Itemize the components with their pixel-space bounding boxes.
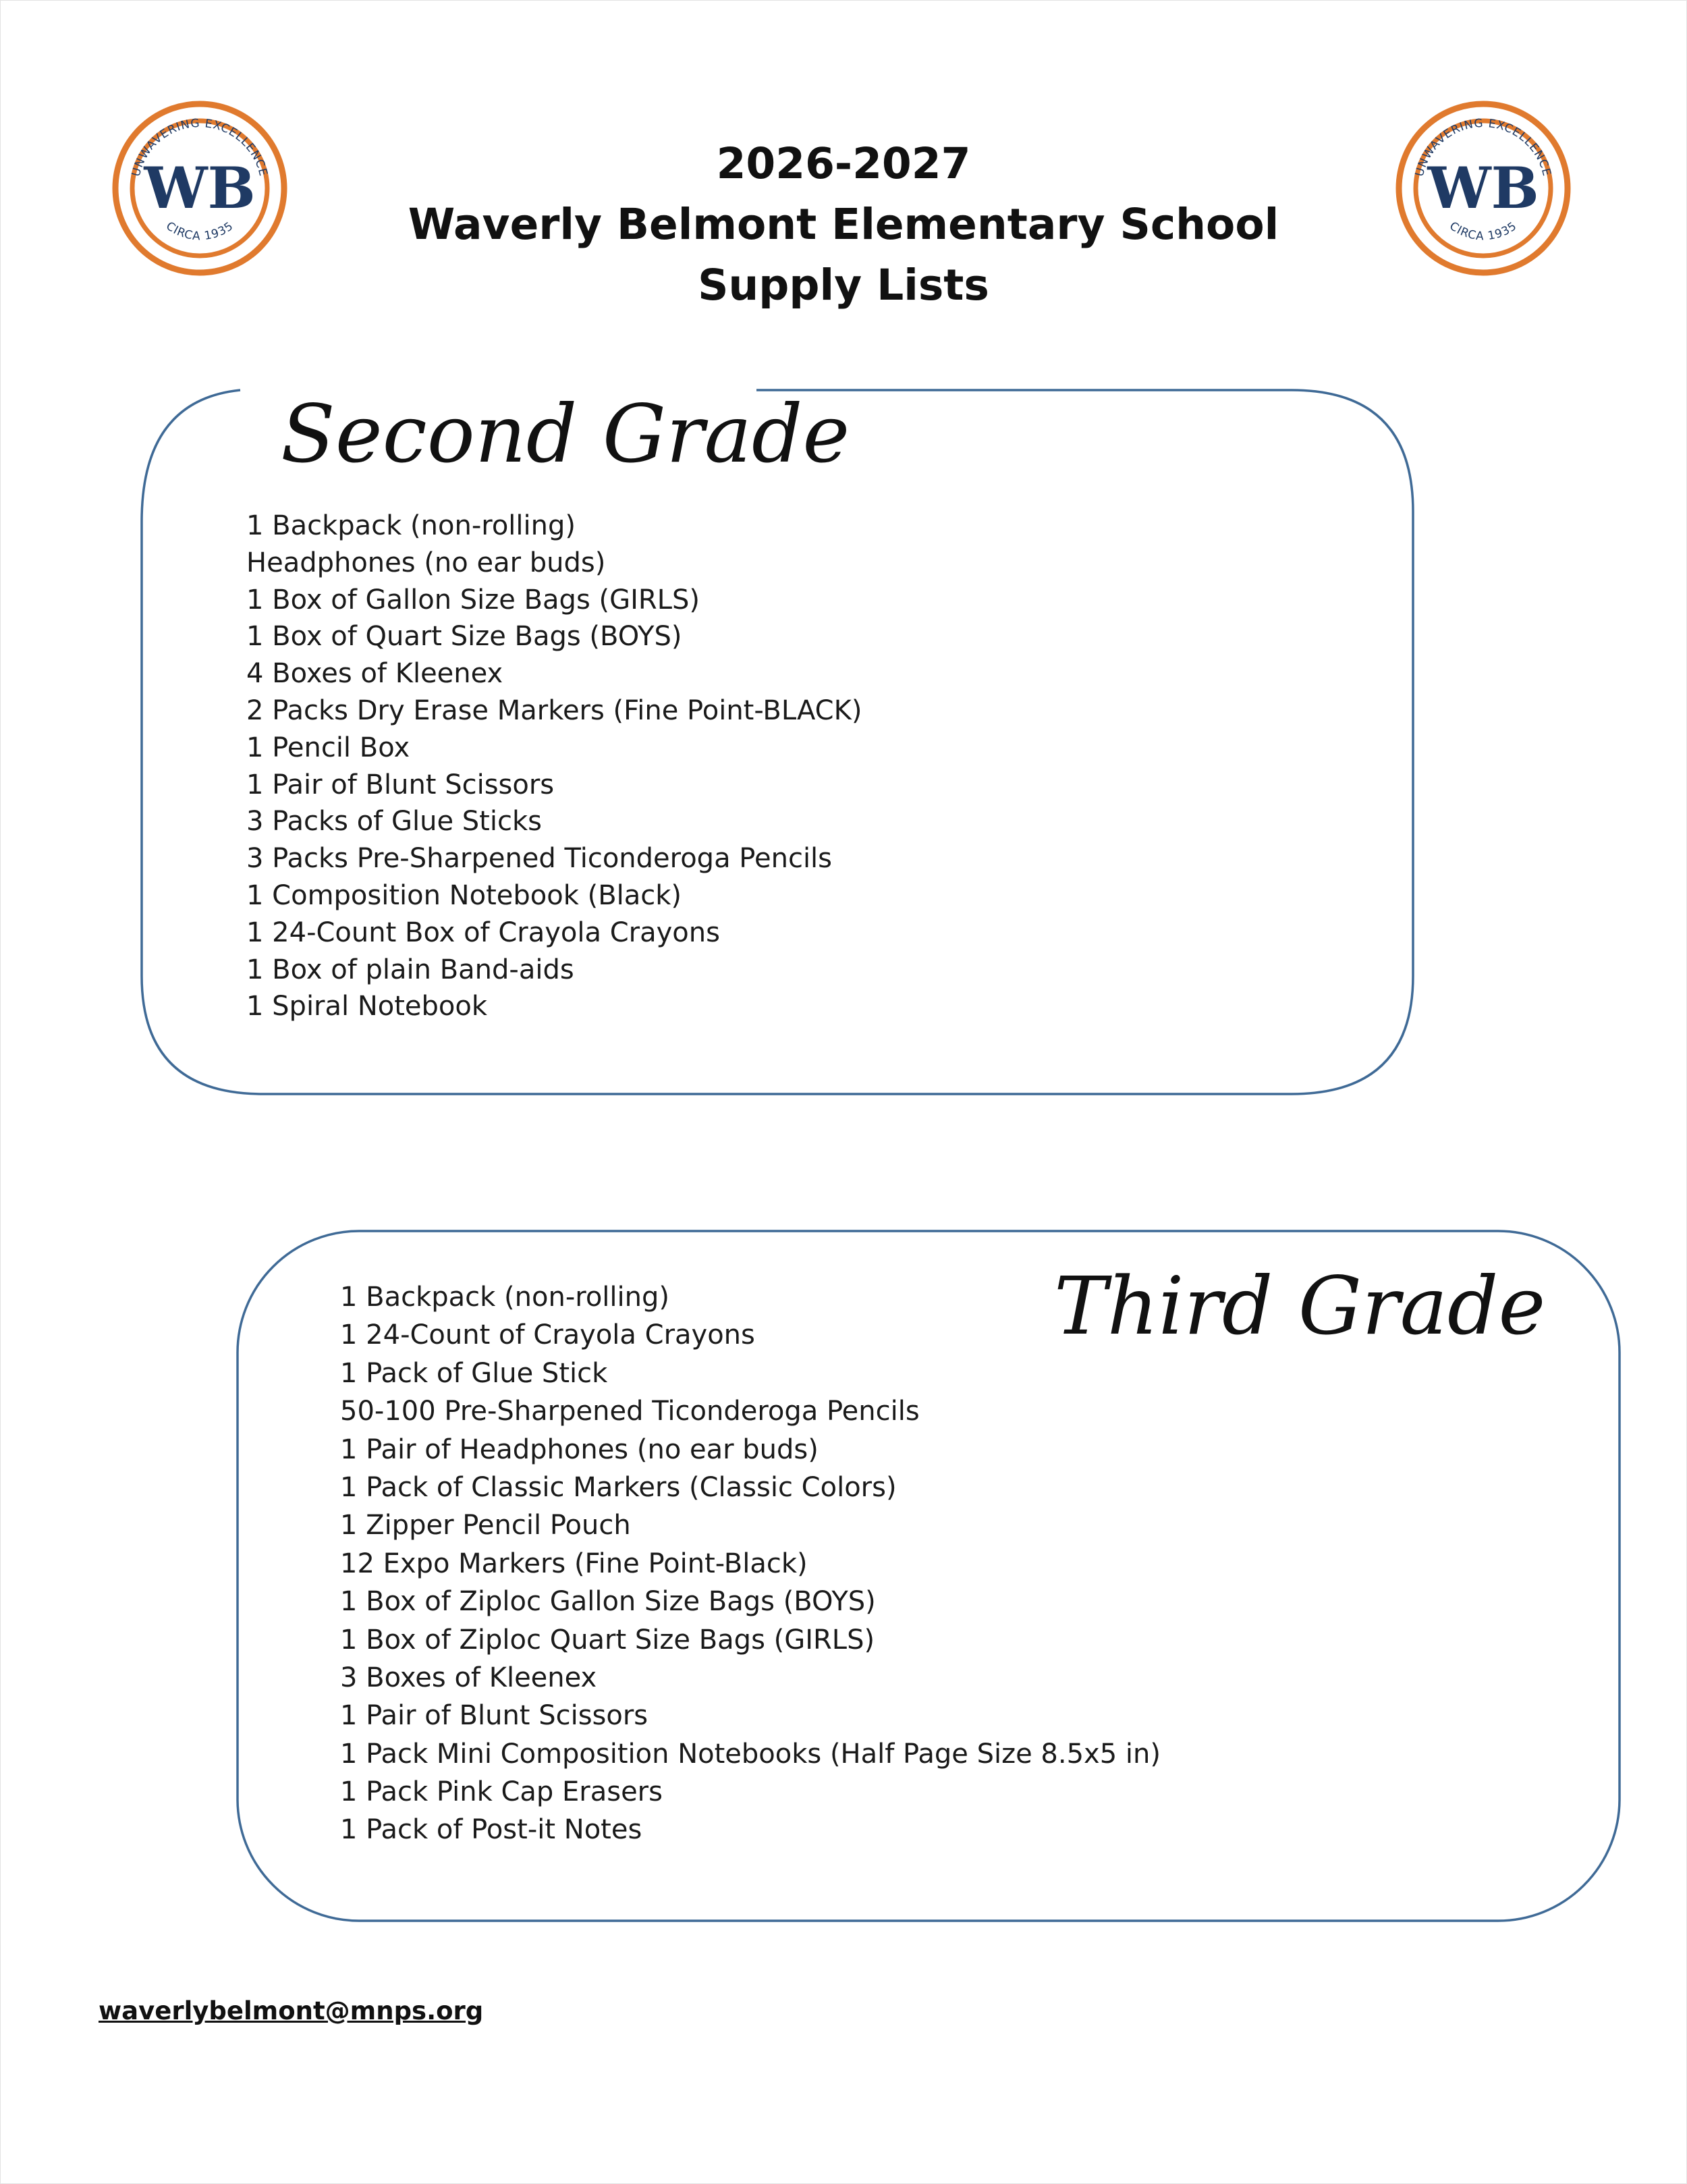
supply-item: 1 Box of Ziploc Gallon Size Bags (BOYS) [340, 1586, 876, 1618]
contact-email-link[interactable]: waverlybelmont@mnps.org [99, 1996, 484, 2025]
svg-text:CIRCA 1935: CIRCA 1935 [163, 219, 236, 244]
supply-item: 2 Packs Dry Erase Markers (Fine Point-BLACK) [246, 694, 862, 726]
supply-item: 1 Backpack (non-rolling) [340, 1282, 669, 1313]
supply-item: 1 Pair of Blunt Scissors [246, 769, 555, 800]
supply-item: 1 24-Count Box of Crayola Crayons [246, 917, 720, 948]
supply-item: 1 Pair of Headphones (no ear buds) [340, 1434, 819, 1465]
svg-text:CIRCA 1935: CIRCA 1935 [1447, 219, 1520, 244]
third-grade-title: Third Grade [1054, 1259, 1546, 1353]
supply-item: 1 Pair of Blunt Scissors [340, 1700, 648, 1732]
supply-item: 1 Pack Mini Composition Notebooks (Half Page Size 8.5x5 in) [340, 1738, 1161, 1770]
school-name: Waverly Belmont Elementary School [408, 200, 1279, 249]
supply-item: 3 Packs Pre-Sharpened Ticonderoga Pencils [246, 843, 833, 875]
supply-item: 1 Box of plain Band-aids [246, 954, 574, 985]
supply-item: 1 Composition Notebook (Black) [246, 879, 682, 911]
svg-text:WB: WB [1427, 155, 1539, 221]
second-grade-title: Second Grade [281, 387, 850, 481]
document-title: Supply Lists [698, 261, 989, 310]
supply-item: 1 Spiral Notebook [246, 991, 488, 1022]
second-grade-supply-list [246, 508, 862, 1025]
supply-item: 1 Pack Pink Cap Erasers [340, 1776, 663, 1808]
third-grade-section [236, 1230, 1621, 1923]
supply-item: 1 Box of Ziploc Quart Size Bags (GIRLS) [340, 1624, 875, 1656]
third-grade-supply-list [340, 1278, 1161, 1849]
supply-item: 1 Pencil Box [246, 732, 410, 763]
svg-text:UNWAVERING EXCELLENCE: UNWAVERING EXCELLENCE [1412, 116, 1554, 178]
supply-item: 3 Boxes of Kleenex [340, 1662, 597, 1693]
supply-item: 3 Packs of Glue Sticks [246, 806, 542, 838]
supply-item: 1 Pack of Post-it Notes [340, 1814, 642, 1846]
supply-item: 1 Box of Quart Size Bags (BOYS) [246, 621, 682, 653]
supply-item: 1 24-Count of Crayola Crayons [340, 1319, 755, 1351]
svg-text:UNWAVERING EXCELLENCE: UNWAVERING EXCELLENCE [129, 116, 271, 178]
supply-item: 4 Boxes of Kleenex [246, 658, 503, 690]
supply-item: 1 Pack of Glue Stick [340, 1357, 608, 1389]
svg-text:WB: WB [144, 155, 256, 221]
supply-item: 1 Pack of Classic Markers (Classic Colors) [340, 1471, 897, 1503]
supply-item: 1 Box of Gallon Size Bags (GIRLS) [246, 584, 700, 616]
document-year: 2026-2027 [716, 139, 971, 188]
supply-item: 1 Zipper Pencil Pouch [340, 1510, 631, 1541]
supply-item: Headphones (no ear buds) [246, 547, 606, 578]
second-grade-section [139, 387, 1416, 1097]
supply-item: 1 Backpack (non-rolling) [246, 510, 576, 541]
supply-item: 12 Expo Markers (Fine Point-Black) [340, 1548, 808, 1579]
supply-item: 50-100 Pre-Sharpened Ticonderoga Pencils [340, 1396, 920, 1427]
